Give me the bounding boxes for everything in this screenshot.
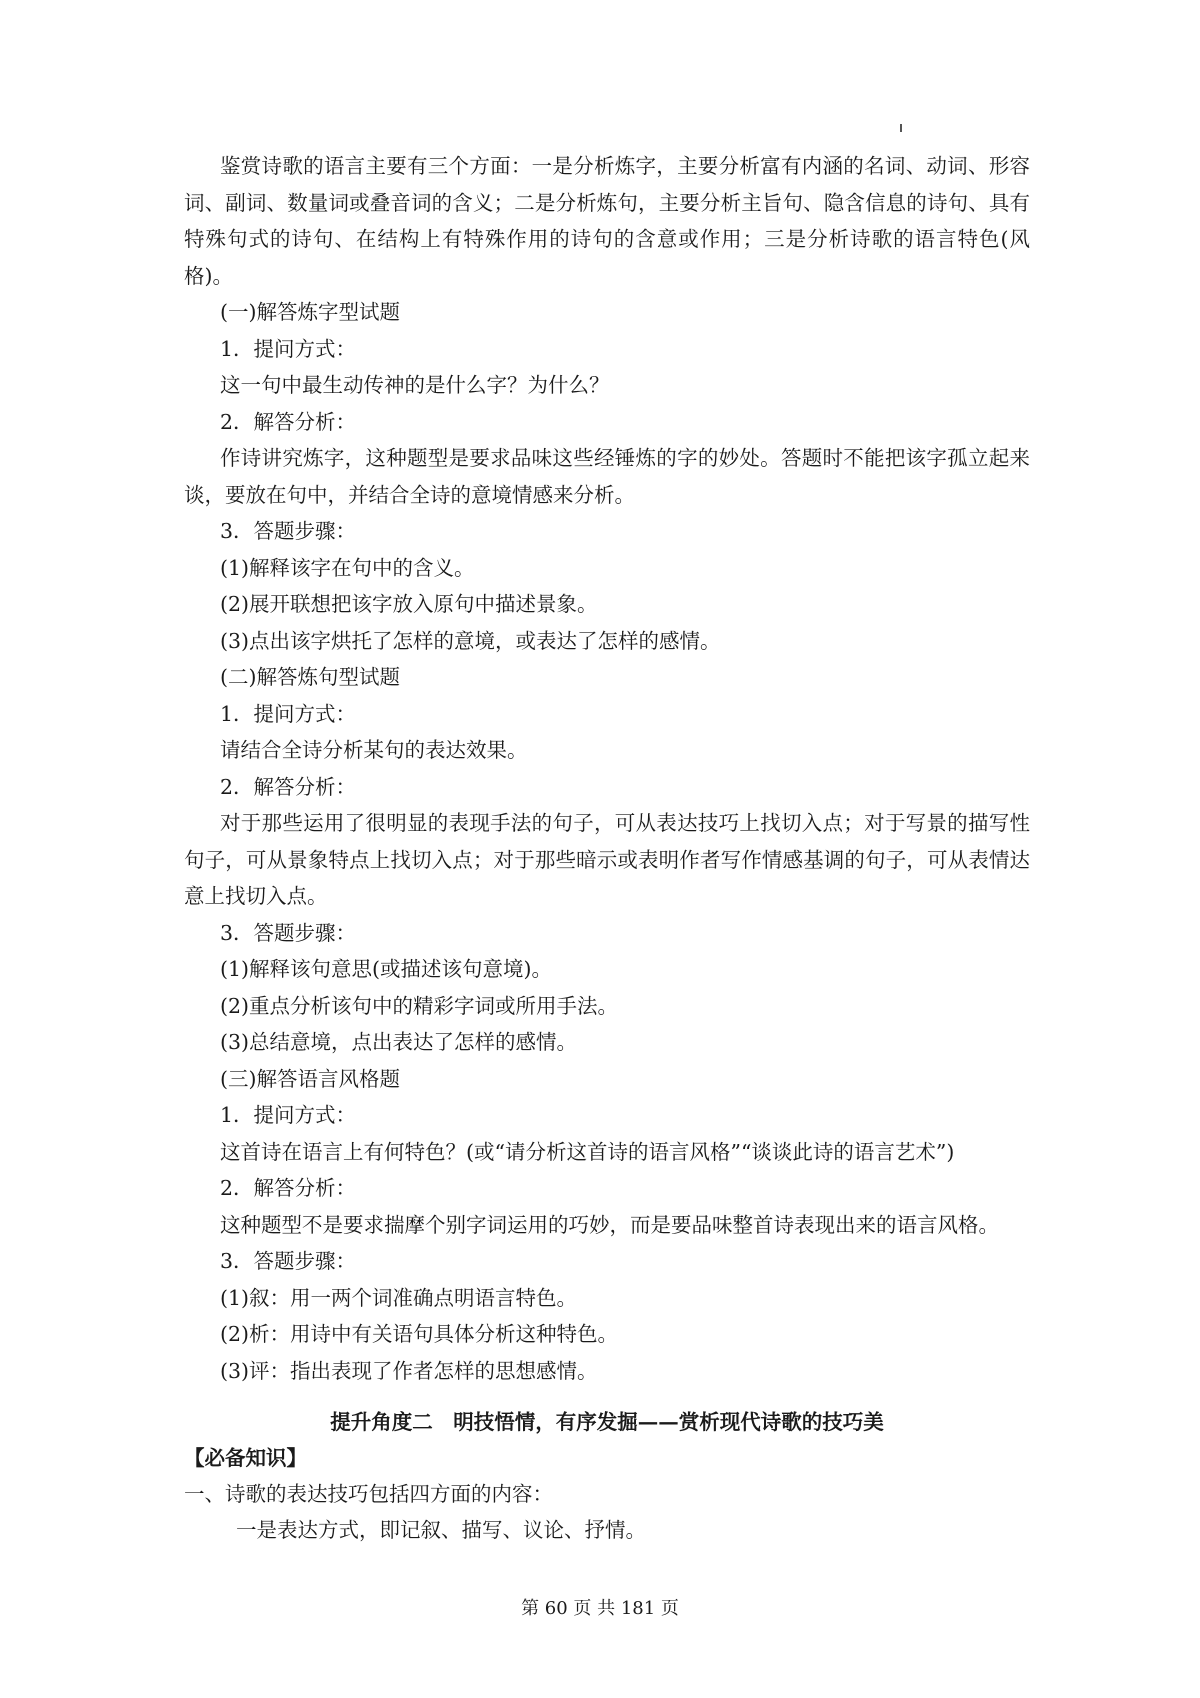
section-3-analysis-label: 2．解答分析： xyxy=(220,1176,357,1200)
section-3-step: (1)叙：用一两个词准确点明语言特色。 xyxy=(220,1285,578,1310)
section-1-analysis-label: 2．解答分析： xyxy=(220,409,357,434)
section-1-question-label: 1．提问方式： xyxy=(220,336,357,361)
knowledge-label: 【必备知识】 xyxy=(184,1446,307,1470)
section-3-steps-label: 3．答题步骤： xyxy=(220,1249,357,1273)
section-heading: 提升角度二 明技悟情，有序发掘——赏析现代诗歌的技巧美 xyxy=(330,1410,884,1434)
section-2-step: (3)总结意境，点出表达了怎样的感情。 xyxy=(220,1030,578,1054)
section-2-analysis-label: 2．解答分析： xyxy=(220,774,357,799)
section-3-title: (三)解答语言风格题 xyxy=(220,1066,400,1091)
section-1-title: (一)解答炼字型试题 xyxy=(220,300,400,324)
section-1-question-text: 这一句中最生动传神的是什么字？为什么？ xyxy=(220,373,610,397)
main-content xyxy=(184,148,1030,1389)
section-3-step: (3)评：指出表现了作者怎样的思想感情。 xyxy=(220,1358,598,1383)
section-3-question-text: 这首诗在语言上有何特色？(或“请分析这首诗的语言风格”“谈谈此诗的语言艺术”) xyxy=(220,1139,955,1164)
section-2-analysis-text: 对于那些运用了很明显的表现手法的句子，可从表达技巧上找切入点；对于写景的描写性句子，可从景象特点上找切入点；对于那些暗示或表明作者写作情感基调的句子，可从表情达意上找切入点。 xyxy=(184,811,1030,908)
section-3-step: (2)析：用诗中有关语句具体分析这种特色。 xyxy=(220,1322,619,1346)
section-2-step: (2)重点分析该句中的精彩字词或所用手法。 xyxy=(220,993,619,1018)
intro-paragraph: 鉴赏诗歌的语言主要有三个方面：一是分析炼字，主要分析富有内涵的名词、动词、形容词、副词、数量词或叠音词的含义；二是分析炼句，主要分析主旨句、隐含信息的诗句、具有特殊句式的诗句、在结构上有特殊作用的诗句的含意或作用；三是分析诗歌的语言特色(风格)。 xyxy=(184,154,1030,288)
page-mark xyxy=(900,124,902,132)
section-2-steps-label: 3．答题步骤： xyxy=(220,920,357,945)
section-1-analysis-text: 作诗讲究炼字，这种题型是要求品味这些经锤炼的字的妙处。答题时不能把该字孤立起来谈，要放在句中，并结合全诗的意境情感来分析。 xyxy=(184,446,1030,507)
section-1-steps-label: 3．答题步骤： xyxy=(220,519,357,543)
section-2-question-label: 1．提问方式： xyxy=(220,701,357,726)
section-2-step: (1)解释该句意思(或描述该句意境)。 xyxy=(220,957,553,981)
section-2-title: (二)解答炼句型试题 xyxy=(220,665,400,689)
section-1-step: (3)点出该字烘托了怎样的意境，或表达了怎样的感情。 xyxy=(220,628,721,653)
section-3-analysis-text: 这种题型不是要求揣摩个别字词运用的巧妙，而是要品味整首诗表现出来的语言风格。 xyxy=(220,1212,999,1237)
knowledge-point: 一、诗歌的表达技巧包括四方面的内容： xyxy=(184,1482,553,1506)
section-1-step: (1)解释该字在句中的含义。 xyxy=(220,555,475,580)
section-2-question-text: 请结合全诗分析某句的表达效果。 xyxy=(220,738,528,762)
section-1-step: (2)展开联想把该字放入原句中描述景象。 xyxy=(220,592,598,616)
knowledge-item: 一是表达方式，即记叙、描写、议论、抒情。 xyxy=(236,1518,646,1542)
page-number: 第 60 页 共 181 页 xyxy=(521,1598,679,1619)
knowledge-block xyxy=(184,1440,1030,1548)
section-3-question-label: 1．提问方式： xyxy=(220,1103,357,1127)
